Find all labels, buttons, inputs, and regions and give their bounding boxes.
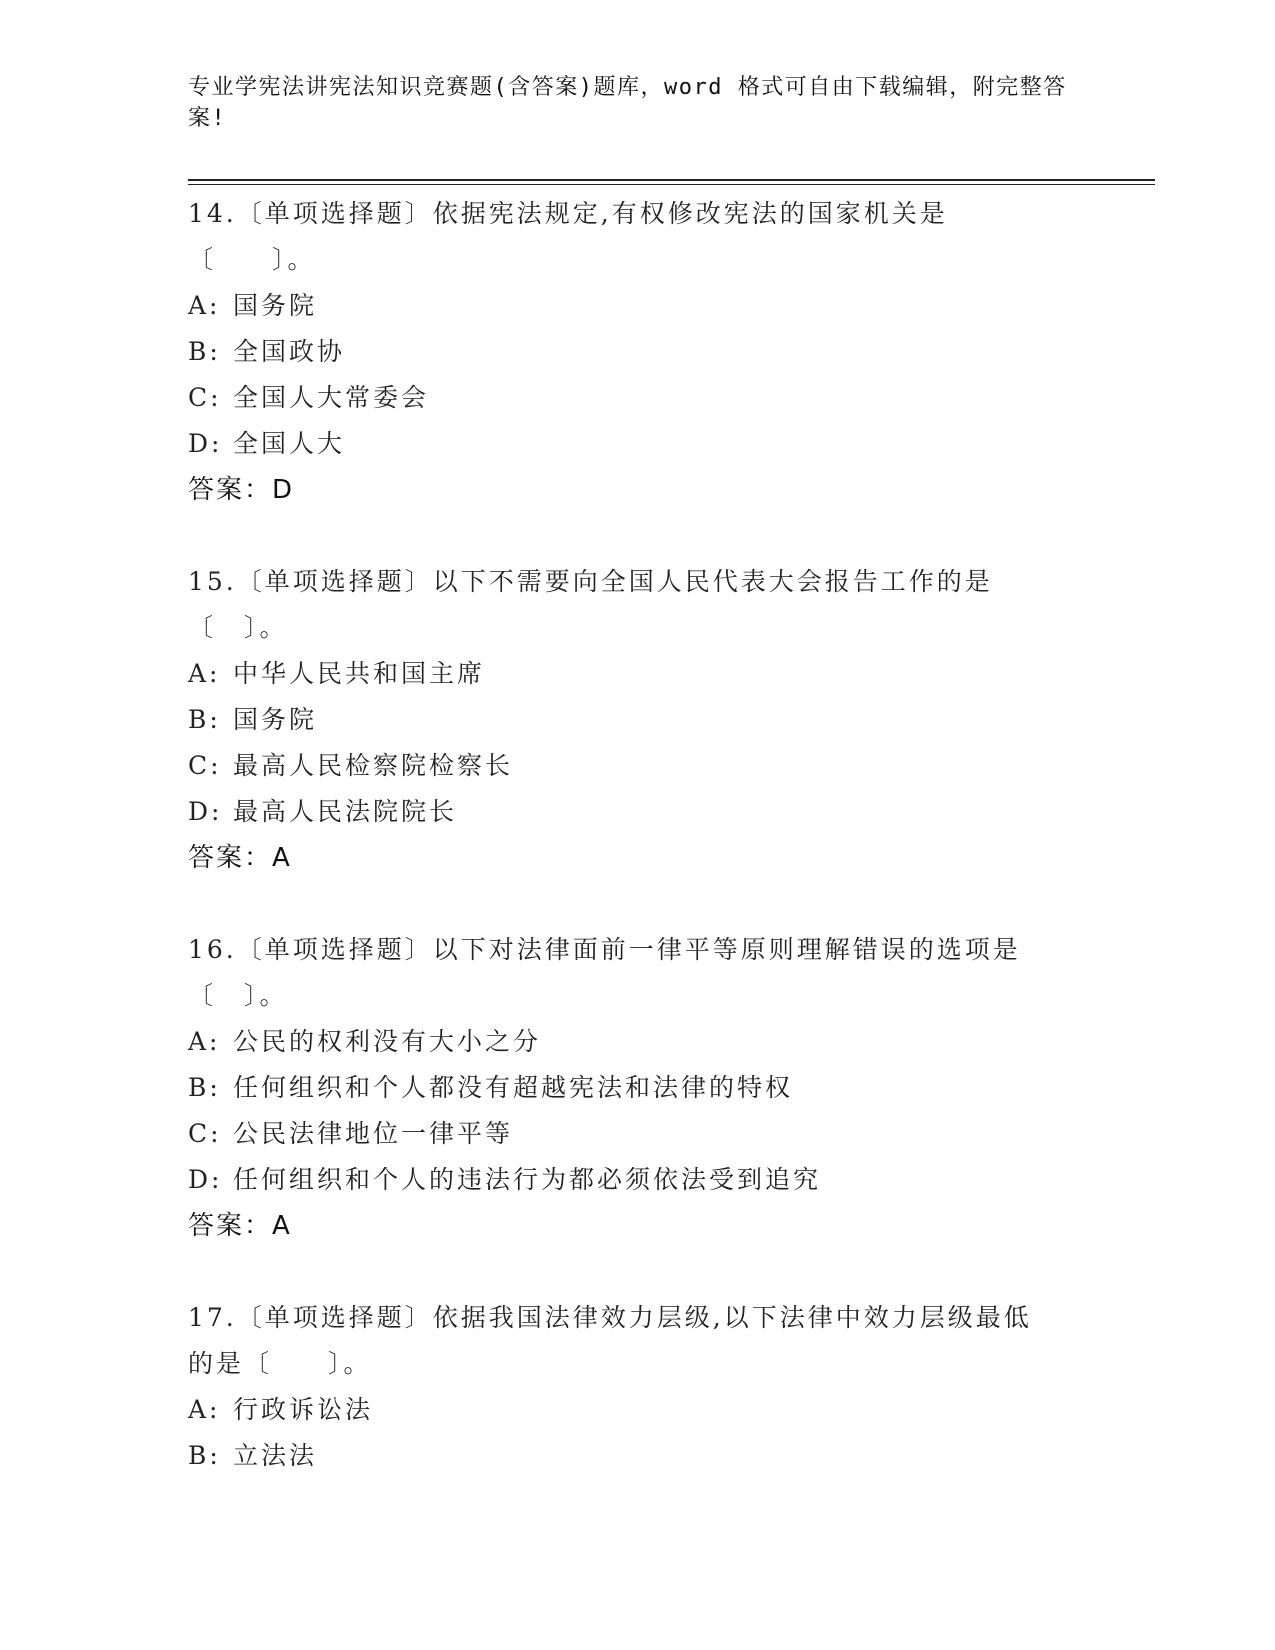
answer-line: 答案：A <box>188 843 292 873</box>
option-text: 公民法律地位一律平等 <box>233 1119 514 1148</box>
option-text: 全国政协 <box>233 337 346 366</box>
option-letter: B: <box>188 1441 221 1470</box>
option-b <box>188 1433 1088 1479</box>
option-text: 行政诉讼法 <box>233 1395 374 1424</box>
question-stem: 17.〔单项选择题〕依据我国法律效力层级,以下法律中效力层级最低的是〔 〕。 <box>188 1303 1032 1378</box>
question-14 <box>188 191 1088 513</box>
option-letter: A: <box>188 1027 221 1056</box>
option-text: 公民的权利没有大小之分 <box>233 1027 542 1056</box>
option-a <box>188 1387 1088 1433</box>
option-text: 全国人大 <box>233 429 346 458</box>
option-a <box>188 651 1088 697</box>
option-letter: A: <box>188 291 221 320</box>
option-b <box>188 697 1088 743</box>
option-letter: C: <box>188 751 222 780</box>
option-d <box>188 1157 1088 1203</box>
answer-line: 答案：D <box>188 475 295 505</box>
option-letter: C: <box>188 1119 222 1148</box>
question-stem: 16.〔单项选择题〕以下对法律面前一律平等原则理解错误的选项是〔 〕。 <box>188 935 1021 1010</box>
question-stem: 14.〔单项选择题〕依据宪法规定,有权修改宪法的国家机关是〔 〕。 <box>188 199 948 274</box>
option-letter: A: <box>188 659 221 688</box>
option-letter: D: <box>188 429 223 458</box>
question-16 <box>188 927 1088 1249</box>
question-17 <box>188 1295 1088 1479</box>
question-list <box>188 191 1088 1525</box>
option-letter: D: <box>188 1165 223 1194</box>
document-header: 专业学宪法讲宪法知识竞赛题(含答案)题库，word 格式可自由下载编辑，附完整答案! <box>188 75 1067 131</box>
option-a <box>188 283 1088 329</box>
option-text: 任何组织和个人都没有超越宪法和法律的特权 <box>233 1073 794 1102</box>
option-text: 最高人民检察院检察长 <box>233 751 514 780</box>
header-divider-thick <box>188 179 1155 181</box>
option-text: 任何组织和个人的违法行为都必须依法受到追究 <box>233 1165 822 1194</box>
option-letter: D: <box>188 797 223 826</box>
option-c <box>188 743 1088 789</box>
option-letter: B: <box>188 1073 221 1102</box>
option-letter: B: <box>188 337 221 366</box>
option-text: 国务院 <box>233 291 318 320</box>
question-stem: 15.〔单项选择题〕以下不需要向全国人民代表大会报告工作的是〔 〕。 <box>188 567 993 642</box>
option-d <box>188 789 1088 835</box>
option-letter: A: <box>188 1395 221 1424</box>
option-text: 最高人民法院院长 <box>233 797 458 826</box>
option-text: 全国人大常委会 <box>233 383 430 412</box>
option-text: 国务院 <box>233 705 318 734</box>
option-text: 中华人民共和国主席 <box>233 659 486 688</box>
option-a <box>188 1019 1088 1065</box>
option-d <box>188 421 1088 467</box>
option-letter: C: <box>188 383 222 412</box>
header-divider-thin <box>188 184 1155 185</box>
option-b <box>188 329 1088 375</box>
option-c <box>188 375 1088 421</box>
option-text: 立法法 <box>233 1441 318 1470</box>
option-b <box>188 1065 1088 1111</box>
answer-line: 答案：A <box>188 1211 292 1241</box>
question-15 <box>188 559 1088 881</box>
option-c <box>188 1111 1088 1157</box>
option-letter: B: <box>188 705 221 734</box>
